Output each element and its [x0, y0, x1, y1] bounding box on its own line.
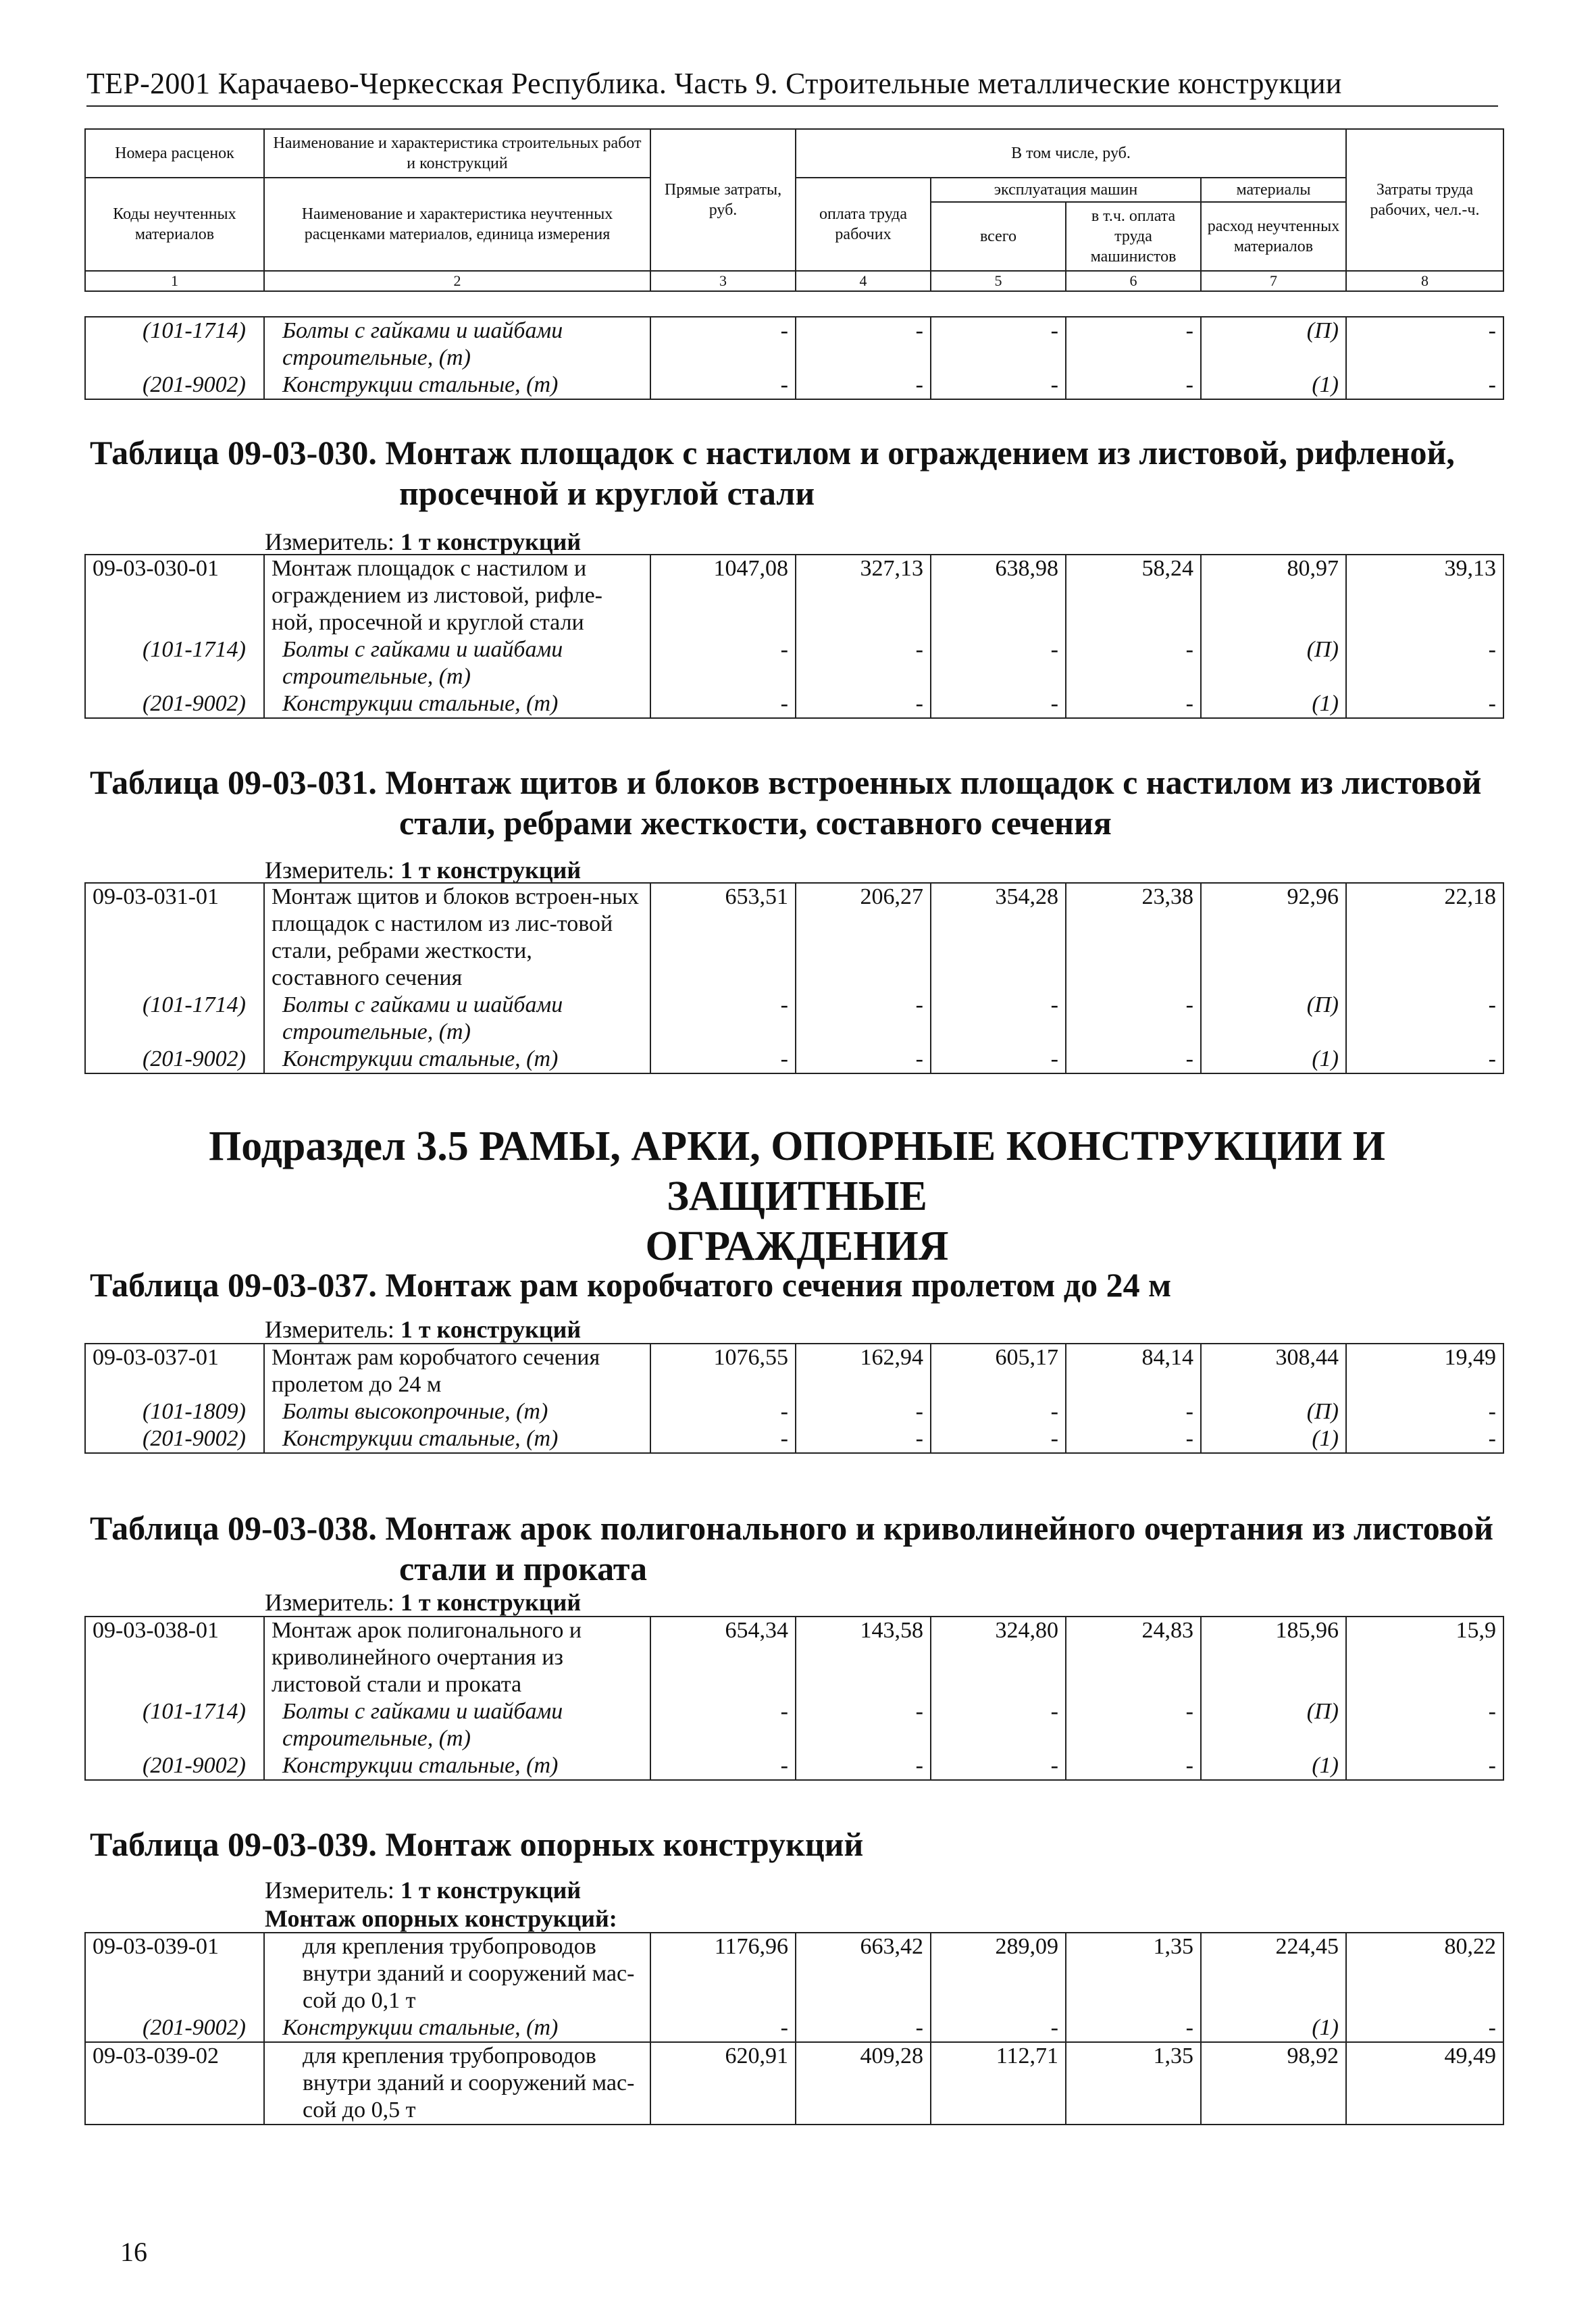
row-name: для крепления трубопроводов внутри зданий и сооружений мас-сой до 0,5 т [264, 2042, 650, 2125]
row-code: 09-03-039-01 [93, 1934, 219, 1959]
row-labor-hours: - [1488, 1046, 1496, 1071]
row-labor-pay: - [796, 1425, 931, 1453]
row-direct-cost: - [650, 1425, 796, 1453]
row-materials: (1) [1201, 1752, 1346, 1780]
table-038-measure [265, 1589, 581, 1616]
row-name: Монтаж щитов и блоков встроен-ных площадок с настилом из лис-товой стали, ребрами жесткости, составного сечения [264, 883, 650, 992]
row-direct-cost: - [650, 636, 796, 690]
row-machines-total: - [931, 1398, 1066, 1425]
table-row [85, 1617, 1503, 1698]
row-labor-pay: - [796, 690, 931, 718]
row-name: Болты высокопрочные, (т) [264, 1398, 650, 1425]
row-machinist-pay: - [1066, 992, 1201, 1046]
row-labor-pay: - [796, 1698, 931, 1752]
head-col1-top: Номера расценок [85, 129, 264, 178]
table-row [85, 690, 1503, 718]
row-machinist-pay: - [1066, 1398, 1201, 1425]
row-machines-total: - [931, 1752, 1066, 1780]
row-direct-cost: 620,91 [650, 2042, 796, 2125]
head-col2-top: Наименование и характеристика строительных работ и конструкций [264, 129, 650, 178]
row-labor-pay: - [796, 317, 931, 372]
subsection-heading [88, 1121, 1506, 1271]
row-materials: (1) [1201, 1425, 1346, 1453]
row-direct-cost: 1076,55 [650, 1344, 796, 1398]
row-materials: (П) [1201, 992, 1346, 1046]
row-name: для крепления трубопроводов внутри зданий и сооружений мас-сой до 0,1 т [264, 1933, 650, 2014]
table-038-title-line1: Таблица 09-03-038. Монтаж арок полигонального и криволинейного очертания из листовой [90, 1509, 1494, 1547]
row-direct-cost: - [650, 1752, 796, 1780]
table-row [85, 636, 1503, 690]
row-labor-pay: 162,94 [796, 1344, 931, 1398]
row-direct-cost: - [650, 1698, 796, 1752]
row-labor-pay: 143,58 [796, 1617, 931, 1698]
head-num: 8 [1346, 271, 1503, 291]
row-labor-hours: - [1488, 637, 1496, 662]
row-direct-cost: - [650, 317, 796, 372]
table-row [85, 372, 1503, 399]
row-labor-pay: 206,27 [796, 883, 931, 992]
row-direct-cost: - [650, 1398, 796, 1425]
row-machines-total: - [931, 317, 1066, 372]
table-row [85, 317, 1503, 372]
row-machinist-pay: - [1066, 636, 1201, 690]
head-num: 1 [85, 271, 264, 291]
row-materials: 185,96 [1201, 1617, 1346, 1698]
table-038-title-line2: стали и проката [399, 1550, 648, 1587]
row-name: Болты с гайками и шайбами строительные, (т) [264, 1698, 650, 1752]
row-labor-hours: 80,22 [1444, 1934, 1496, 1959]
row-machinist-pay: - [1066, 1046, 1201, 1073]
row-machines-total: - [931, 636, 1066, 690]
row-labor-hours: - [1488, 691, 1496, 716]
head-num: 2 [264, 271, 650, 291]
row-name: Монтаж рам коробчатого сечения пролетом до 24 м [264, 1344, 650, 1398]
row-machines-total: 289,09 [931, 1933, 1066, 2014]
row-labor-pay: - [796, 1752, 931, 1780]
subsection-heading-line1: Подраздел 3.5 РАМЫ, АРКИ, ОПОРНЫЕ КОНСТРУКЦИИ И ЗАЩИТНЫЕ [209, 1123, 1385, 1219]
row-materials: 80,97 [1201, 555, 1346, 636]
table-039-title [90, 1824, 1508, 1864]
table-row [85, 1933, 1503, 2014]
row-name: Конструкции стальные, (т) [264, 2014, 650, 2042]
row-name: Болты с гайками и шайбами строительные, (т) [264, 636, 650, 690]
head-num: 5 [931, 271, 1066, 291]
measure-label: Измеритель: [265, 528, 394, 555]
row-machinist-pay: - [1066, 690, 1201, 718]
row-code: (101-1809) [143, 1399, 246, 1424]
row-materials: (П) [1201, 1698, 1346, 1752]
column-header-table [84, 128, 1504, 292]
table-039 [84, 1932, 1504, 2125]
head-col7: расход неучтенных материалов [1201, 202, 1346, 271]
measure-label: Измеритель: [265, 1589, 394, 1616]
head-machines: эксплуатация машин [931, 178, 1201, 202]
row-code: 09-03-037-01 [93, 1345, 219, 1370]
row-labor-hours: - [1488, 372, 1496, 397]
table-row [85, 2042, 1503, 2125]
row-name: Монтаж площадок с настилом и ограждением из листовой, рифле-ной, просечной и круглой стали [264, 555, 650, 636]
continuation-table [84, 316, 1504, 400]
row-labor-pay: - [796, 992, 931, 1046]
row-machinist-pay: - [1066, 317, 1201, 372]
head-col4: оплата труда рабочих [796, 178, 931, 271]
table-037-title-line1: Таблица 09-03-037. Монтаж рам коробчатого сечения пролетом до 24 м [90, 1266, 1172, 1304]
head-num: 4 [796, 271, 931, 291]
row-name: Болты с гайками и шайбами строительные, (т) [264, 992, 650, 1046]
row-code: (101-1714) [143, 318, 246, 343]
table-031-title-line2: стали, ребрами жесткости, составного сечения [399, 804, 1112, 842]
row-code: (201-9002) [143, 1046, 246, 1071]
row-machines-total: 112,71 [931, 2042, 1066, 2125]
row-code: (201-9002) [143, 2015, 246, 2040]
table-row [85, 555, 1503, 636]
row-code: (101-1714) [143, 992, 246, 1017]
row-code: (201-9002) [143, 372, 246, 397]
row-labor-pay: - [796, 372, 931, 399]
table-row [85, 1752, 1503, 1780]
row-machines-total: - [931, 372, 1066, 399]
head-materials: материалы [1201, 178, 1346, 202]
row-machinist-pay: 84,14 [1066, 1344, 1201, 1398]
head-col6: в т.ч. оплата труда машинистов [1066, 202, 1201, 271]
row-code: (101-1714) [143, 1699, 246, 1724]
row-labor-hours: 49,49 [1346, 2042, 1503, 2125]
row-machines-total: 638,98 [931, 555, 1066, 636]
table-030-title-line2: просечной и круглой стали [399, 474, 815, 512]
row-machines-total: 354,28 [931, 883, 1066, 992]
row-labor-hours: 22,18 [1444, 884, 1496, 909]
row-machines-total: 324,80 [931, 1617, 1066, 1698]
table-039-title-line1: Таблица 09-03-039. Монтаж опорных конструкций [90, 1825, 864, 1863]
table-037-measure [265, 1316, 581, 1343]
row-machinist-pay: 58,24 [1066, 555, 1201, 636]
row-code: (201-9002) [143, 1426, 246, 1451]
table-030 [84, 554, 1504, 719]
row-labor-pay: - [796, 1046, 931, 1073]
page-number: 16 [120, 2237, 147, 2267]
row-labor-hours: - [1488, 1399, 1496, 1424]
measure-unit: 1 т конструкций [400, 1316, 582, 1343]
row-direct-cost: 1047,08 [650, 555, 796, 636]
row-direct-cost: - [650, 2014, 796, 2042]
table-030-title-line1: Таблица 09-03-030. Монтаж площадок с настилом и ограждением из листовой, рифленой, [90, 434, 1455, 472]
row-machinist-pay: - [1066, 1752, 1201, 1780]
head-group: В том числе, руб. [796, 129, 1346, 178]
row-materials: 92,96 [1201, 883, 1346, 992]
row-direct-cost: 653,51 [650, 883, 796, 992]
row-labor-hours: - [1488, 1426, 1496, 1451]
table-031 [84, 882, 1504, 1074]
row-labor-hours: - [1488, 2015, 1496, 2040]
measure-unit: 1 т конструкций [400, 857, 582, 884]
row-labor-pay: - [796, 2014, 931, 2042]
row-machinist-pay: 23,38 [1066, 883, 1201, 992]
head-num: 6 [1066, 271, 1201, 291]
row-materials: 224,45 [1201, 1933, 1346, 2014]
measure-label: Измеритель: [265, 1316, 394, 1343]
row-code: 09-03-039-02 [85, 2042, 264, 2125]
row-direct-cost: - [650, 992, 796, 1046]
row-machines-total: - [931, 1425, 1066, 1453]
row-materials: (1) [1201, 690, 1346, 718]
row-machines-total: - [931, 1046, 1066, 1073]
row-materials: 308,44 [1201, 1344, 1346, 1398]
row-materials: (1) [1201, 372, 1346, 399]
head-num: 3 [650, 271, 796, 291]
row-labor-hours: 19,49 [1444, 1345, 1496, 1370]
table-030-title [90, 432, 1508, 513]
table-031-title [90, 762, 1508, 843]
row-name: Конструкции стальные, (т) [264, 690, 650, 718]
table-row [85, 1046, 1503, 1073]
table-037-title [90, 1265, 1508, 1305]
row-machinist-pay: - [1066, 2014, 1201, 2042]
row-code: 09-03-030-01 [93, 556, 219, 581]
row-code: (101-1714) [143, 637, 246, 662]
row-labor-hours: 15,9 [1456, 1618, 1496, 1643]
measure-unit: 1 т конструкций [400, 528, 582, 555]
row-labor-pay: - [796, 1398, 931, 1425]
head-col2-bottom: Наименование и характеристика неучтенных расценками материалов, единица измерения [264, 178, 650, 271]
row-code: (201-9002) [143, 1753, 246, 1778]
row-direct-cost: 654,34 [650, 1617, 796, 1698]
row-machines-total: - [931, 1698, 1066, 1752]
head-col8: Затраты труда рабочих, чел.-ч. [1346, 129, 1503, 271]
running-header: ТЕР-2001 Карачаево-Черкесская Республика. Часть 9. Строительные металлические конструкции [86, 65, 1498, 107]
table-031-title-line1: Таблица 09-03-031. Монтаж щитов и блоков встроенных площадок с настилом из листовой [90, 763, 1482, 801]
table-038 [84, 1616, 1504, 1781]
row-machinist-pay: 24,83 [1066, 1617, 1201, 1698]
table-row [85, 1398, 1503, 1425]
row-materials: (П) [1201, 317, 1346, 372]
head-col1-bottom: Коды неучтенных материалов [85, 178, 264, 271]
row-materials: (1) [1201, 2014, 1346, 2042]
row-labor-pay: 409,28 [796, 2042, 931, 2125]
row-labor-hours: 39,13 [1444, 556, 1496, 581]
table-row [85, 883, 1503, 992]
row-labor-hours: - [1488, 1699, 1496, 1724]
head-col5: всего [931, 202, 1066, 271]
row-machines-total: - [931, 992, 1066, 1046]
row-labor-pay: - [796, 636, 931, 690]
row-name: Конструкции стальные, (т) [264, 372, 650, 399]
row-machinist-pay: - [1066, 1425, 1201, 1453]
row-machinist-pay: 1,35 [1066, 2042, 1201, 2125]
row-machinist-pay: 1,35 [1066, 1933, 1201, 2014]
row-direct-cost: - [650, 690, 796, 718]
row-machines-total: - [931, 690, 1066, 718]
table-030-measure [265, 528, 581, 555]
table-031-measure [265, 857, 581, 884]
head-col3: Прямые затраты, руб. [650, 129, 796, 271]
table-038-title [90, 1508, 1508, 1589]
table-039-group-label: Монтаж опорных конструкций: [265, 1905, 617, 1932]
measure-label: Измеритель: [265, 1877, 394, 1904]
row-machinist-pay: - [1066, 372, 1201, 399]
head-num: 7 [1201, 271, 1346, 291]
row-materials: (П) [1201, 1398, 1346, 1425]
measure-label: Измеритель: [265, 857, 394, 884]
row-direct-cost: 1176,96 [650, 1933, 796, 2014]
row-materials: (1) [1201, 1046, 1346, 1073]
row-machinist-pay: - [1066, 1698, 1201, 1752]
row-machines-total: - [931, 2014, 1066, 2042]
row-name: Конструкции стальные, (т) [264, 1046, 650, 1073]
row-direct-cost: - [650, 1046, 796, 1073]
table-row [85, 1698, 1503, 1752]
row-labor-pay: 327,13 [796, 555, 931, 636]
row-labor-hours: - [1488, 1753, 1496, 1778]
table-039-measure [265, 1877, 581, 1904]
row-name: Конструкции стальные, (т) [264, 1425, 650, 1453]
table-037 [84, 1343, 1504, 1454]
row-code: 09-03-031-01 [93, 884, 219, 909]
row-labor-hours: - [1488, 318, 1496, 343]
row-labor-pay: 663,42 [796, 1933, 931, 2014]
row-name: Монтаж арок полигонального и криволинейного очертания из листовой стали и проката [264, 1617, 650, 1698]
table-row [85, 992, 1503, 1046]
row-code: (201-9002) [143, 691, 246, 716]
table-row [85, 1344, 1503, 1398]
row-direct-cost: - [650, 372, 796, 399]
row-materials: (П) [1201, 636, 1346, 690]
measure-unit: 1 т конструкций [400, 1877, 582, 1904]
row-materials: 98,92 [1201, 2042, 1346, 2125]
row-labor-hours: - [1488, 992, 1496, 1017]
row-code: 09-03-038-01 [93, 1618, 219, 1643]
row-name: Конструкции стальные, (т) [264, 1752, 650, 1780]
row-name: Болты с гайками и шайбами строительные, (т) [264, 317, 650, 372]
measure-unit: 1 т конструкций [400, 1589, 582, 1616]
row-machines-total: 605,17 [931, 1344, 1066, 1398]
table-row [85, 2014, 1503, 2042]
table-row [85, 1425, 1503, 1453]
subsection-heading-line2: ОГРАЖДЕНИЯ [645, 1223, 949, 1269]
